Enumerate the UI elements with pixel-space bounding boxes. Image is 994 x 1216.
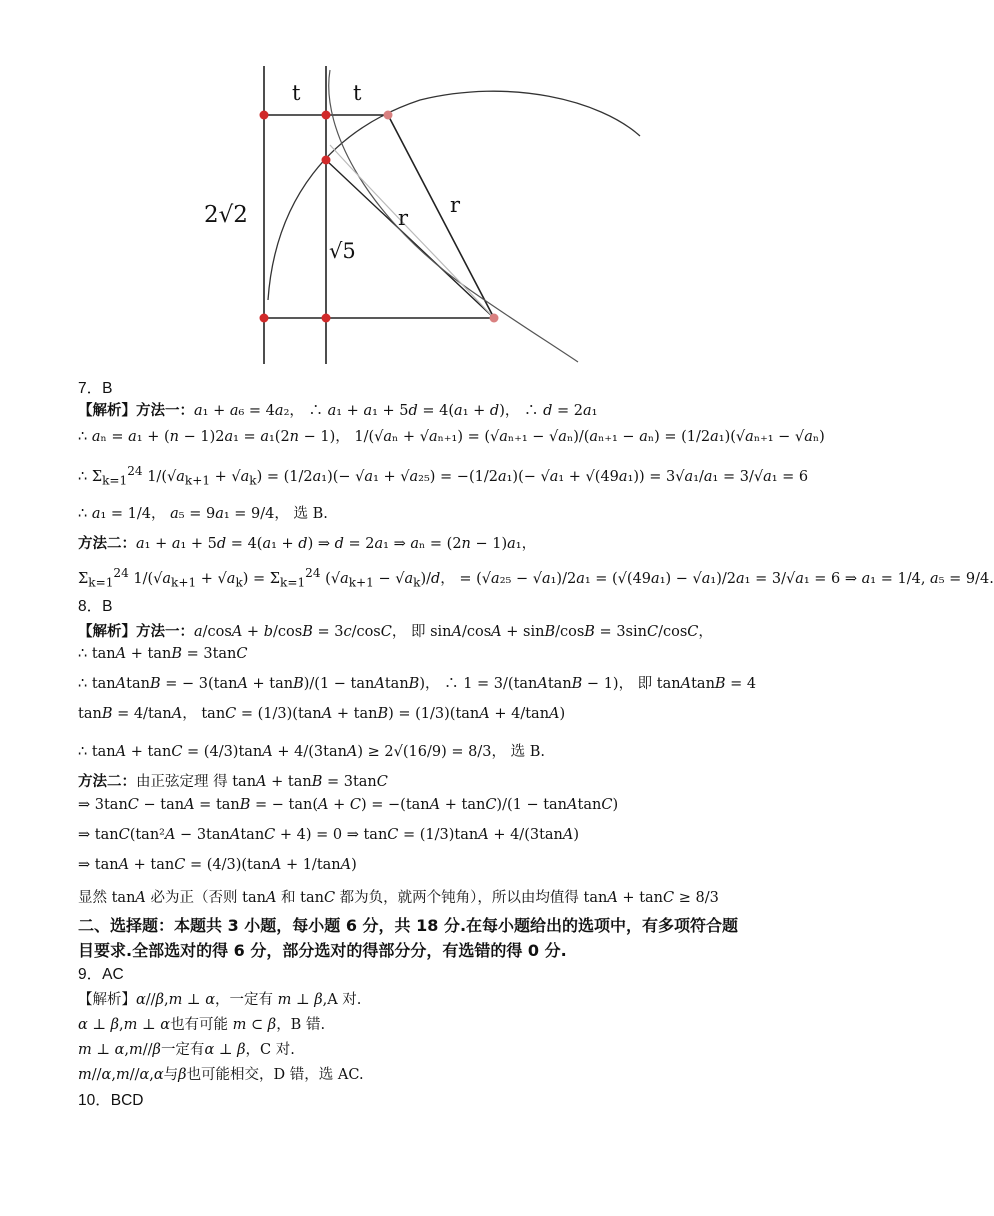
label-r-inner: r (398, 206, 409, 230)
answer-8: 8．B (78, 598, 113, 615)
q9-line1: 【解析】α//β,m ⊥ α，一定有 m ⊥ β,A 对. (78, 992, 362, 1008)
label-2root2: 2√2 (204, 202, 248, 228)
q9-line3: m ⊥ α,m//β一定有α ⊥ β，C 对. (78, 1042, 295, 1058)
geometry-figure (0, 0, 860, 370)
label-root5: √5 (329, 239, 356, 263)
q8-step2: ∴ tanA + tanB = 3tanC (78, 646, 248, 662)
q7-step4: ∴ a₁ = 1/4， a₅ = 9a₁ = 9/4， 选 B. (78, 506, 328, 522)
q7-method2: 方法二：a₁ + a₁ + 5d = 4(a₁ + d) ⇒ d = 2a₁ ⇒ aₙ = (2n − 1)a₁， (78, 536, 537, 552)
point (322, 111, 331, 120)
q8-m2-step3: ⇒ tanC(tan²A − 3tanAtanC + 4) = 0 ⇒ tanC = (1/3)tanA + 4/(3tanA) (78, 827, 580, 843)
section-2-title: 二、选择题：本题共 3 小题，每小题 6 分，共 18 分.在每小题给出的选项中，有多项符合题 (78, 916, 739, 935)
answer-10: 10．BCD (78, 1092, 144, 1109)
answer-7: 7．B (78, 380, 113, 397)
q8-method2: 方法二：由正弦定理 得 tanA + tanB = 3tanC (78, 774, 388, 790)
q8-step3: ∴ tanAtanB = − 3(tanA + tanB)/(1 − tanAtanB)， ∴ 1 = 3/(tanAtanB − 1)， 即 tanAtanB = 4 (78, 676, 757, 692)
label-t-left: t (292, 81, 301, 105)
point (260, 314, 269, 323)
q7-step3: ∴ $\Sigma_{k=1}^{24}$ $1/(√a_{k+1} + √a_k) = (1/2a_1)(- √a_1 + √a_{25}) = -(1/2a_1)(- √a_1 + √(49a_1)) = 3√a_1/a_1 = 3/√a_1 = 6$ (78, 464, 809, 488)
q9-line2: α ⊥ β,m ⊥ α也有可能 m ⊂ β，B 错. (78, 1017, 326, 1033)
q8-conclusion: 显然 tanA 必为正（否则 tanA 和 tanC 都为负，就两个钝角），所以由均值得 tanA + tanC ≥ 8/3 (78, 890, 719, 906)
q8-step4: tanB = 4/tanA， tanC = (1/3)(tanA + tanB) = (1/3)(tanA + 4/tanA) (78, 706, 566, 722)
section-2-title-2: 目要求.全部选对的得 6 分，部分选对的得部分分，有选错的得 0 分. (78, 941, 567, 960)
point (322, 156, 331, 165)
point (490, 314, 499, 323)
q8-method1: 【解析】方法一：a/cosA + b/cosB = 3c/cosC， 即 sinA/cosA + sinB/cosB = 3sinC/cosC， (78, 624, 713, 640)
answer-9: 9．AC (78, 966, 124, 983)
q8-m2-step2: ⇒ 3tanC − tanA = tanB = − tan(A + C) = −(tanA + tanC)/(1 − tanAtanC) (78, 797, 619, 813)
point (384, 111, 393, 120)
point (260, 111, 269, 120)
q7-step2: ∴ aₙ = a₁ + (n − 1)2a₁ = a₁(2n − 1)， 1/(√aₙ + √aₙ₊₁) = (√aₙ₊₁ − √aₙ)/(aₙ₊₁ − aₙ) = (1/2a₁)(√aₙ₊₁ − √aₙ) (78, 429, 825, 445)
q9-line4: m//α,m//α,α与β也可能相交，D 错，选 AC. (78, 1067, 364, 1083)
label-r-outer: r (450, 193, 461, 217)
faint-arc (330, 145, 494, 318)
label-t-right: t (353, 81, 362, 105)
point (322, 314, 331, 323)
q8-m2-step4: ⇒ tanA + tanC = (4/3)(tanA + 1/tanA) (78, 857, 357, 873)
q7-method2-step: $\Sigma_{k=1}^{24}$ $1/(√a_{k+1} + √a_k) = \Sigma_{k=1}^{24}$ $(√a_{k+1} - √a_k)/d$， = (√a₂₅ − √a₁)/2a₁ = (√(49a₁) − √a₁)/2a₁ = 3/√a₁ = 6 ⇒ a₁ = 1/4, a₅ = 9/4. (78, 566, 994, 590)
q7-method1: 【解析】方法一：a₁ + a₆ = 4a₂， ∴ a₁ + a₁ + 5d = 4(a₁ + d)， ∴ d = 2a₁ (78, 403, 598, 419)
q8-step5: ∴ tanA + tanC = (4/3)tanA + 4/(3tanA) ≥ 2√(16/9) = 8/3， 选 B. (78, 744, 545, 760)
